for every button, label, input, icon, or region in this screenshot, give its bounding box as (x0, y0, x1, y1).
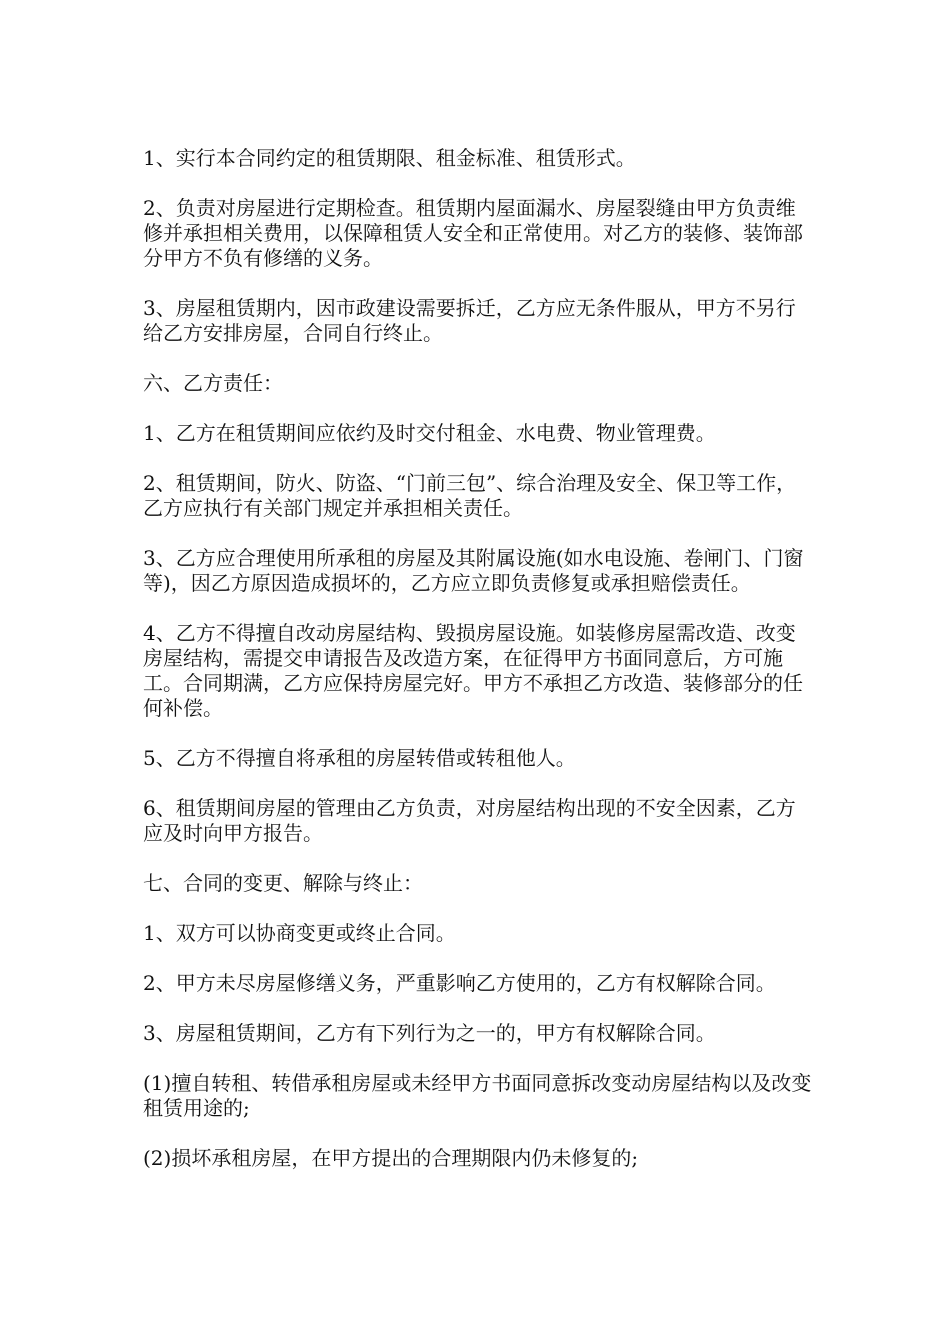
list-item: (1)擅自转租、转借承租房屋或未经甲方书面同意拆改变动房屋结构以及改变租赁用途的; (143, 1071, 812, 1120)
document-body (143, 146, 813, 1196)
paragraph: 5、乙方不得擅自将承租的房屋转借或转租他人。 (143, 746, 576, 770)
paragraph: 1、乙方在租赁期间应依约及时交付租金、水电费、物业管理费。 (143, 421, 716, 445)
section-heading: 六、乙方责任： (143, 371, 283, 395)
paragraph: 3、房屋租赁期间，乙方有下列行为之一的，甲方有权解除合同。 (143, 1021, 716, 1045)
paragraph: 2、甲方未尽房屋修缮义务，严重影响乙方使用的，乙方有权解除合同。 (143, 971, 776, 995)
section-heading: 七、合同的变更、解除与终止： (143, 871, 423, 895)
paragraph: 1、双方可以协商变更或终止合同。 (143, 921, 456, 945)
paragraph: 3、乙方应合理使用所承租的房屋及其附属设施(如水电设施、卷闸门、门窗等)，因乙方原因造成损坏的，乙方应立即负责修复或承担赔偿责任。 (143, 546, 804, 595)
paragraph: 6、租赁期间房屋的管理由乙方负责，对房屋结构出现的不安全因素，乙方应及时向甲方报告。 (143, 796, 796, 845)
paragraph: 1、实行本合同约定的租赁期限、租金标准、租赁形式。 (143, 146, 636, 170)
paragraph: 3、房屋租赁期内，因市政建设需要拆迁，乙方应无条件服从，甲方不另行给乙方安排房屋，合同自行终止。 (143, 296, 796, 345)
paragraph: 2、租赁期间，防火、防盗、“门前三包”、综合治理及安全、保卫等工作，乙方应执行有关部门规定并承担相关责任。 (143, 471, 797, 520)
paragraph: 4、乙方不得擅自改动房屋结构、毁损房屋设施。如装修房屋需改造、改变房屋结构，需提交申请报告及改造方案，在征得甲方书面同意后，方可施工。合同期满，乙方应保持房屋完好。甲方不承担乙方改造、装修部分的任何补偿。 (143, 621, 803, 720)
list-item: (2)损坏承租房屋，在甲方提出的合理期限内仍未修复的; (143, 1146, 639, 1170)
paragraph: 2、负责对房屋进行定期检查。租赁期内屋面漏水、房屋裂缝由甲方负责维修并承担相关费用，以保障租赁人安全和正常使用。对乙方的装修、装饰部分甲方不负有修缮的义务。 (143, 196, 803, 270)
